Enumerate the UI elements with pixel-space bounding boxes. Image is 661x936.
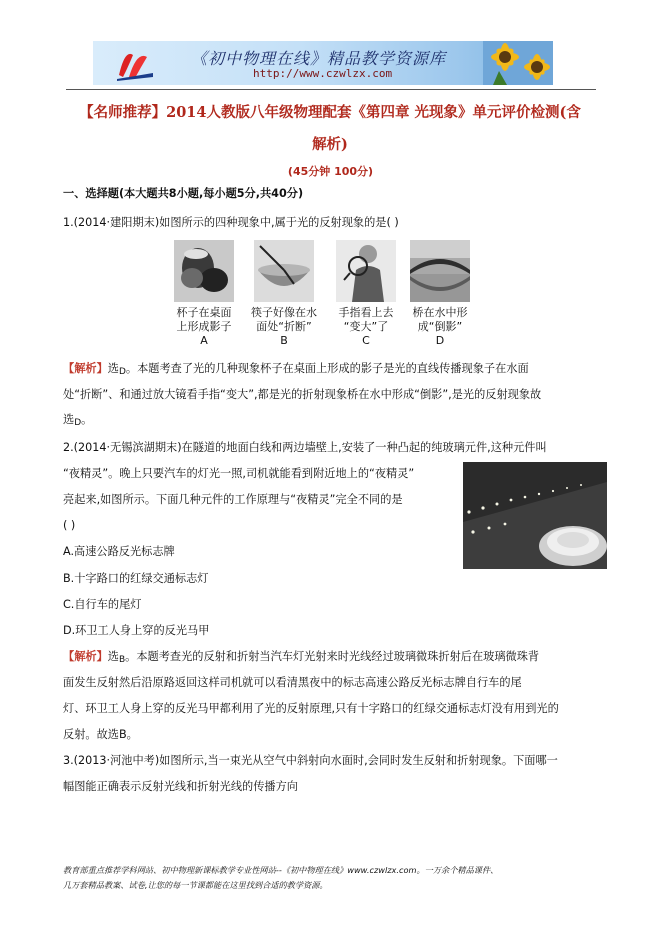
analysis-text: 。本题考查了光的几种现象杯子在桌面上形成的影子是光的直线传播现象子在水面: [125, 362, 529, 375]
caption-a-line1: 杯子在桌面: [176, 306, 232, 319]
magnifier-finger-image: [336, 240, 396, 302]
analysis-tag: 【解析】: [63, 362, 108, 375]
q1-analysis-line2: 处“折断”、和通过放大镜看手指“变大”,都是光的折射现象桥在水中形成“倒影”,是光的反射现象故: [63, 388, 542, 401]
caption-c-line2: “变大”了: [343, 320, 389, 333]
q2-option-b: B.十字路口的红绿交通标志灯: [63, 572, 209, 585]
caption-b-letter: B: [280, 334, 288, 347]
q2-analysis-line1: [63, 650, 539, 667]
page-title-cont: 解析): [312, 136, 348, 153]
q2-stem-line4: ( ): [63, 519, 76, 532]
caption-c-letter: C: [362, 334, 370, 347]
site-logo-icon: [115, 45, 155, 81]
q1-stem: 1.(2014·建阳期末)如图所示的四种现象中,属于光的反射现象的是( ): [63, 216, 399, 229]
q1-analysis-line3: [63, 413, 92, 430]
caption-d-line1: 桥在水中形: [412, 306, 468, 319]
caption-c-line1: 手指看上去: [338, 306, 394, 319]
caption-b-line2: 面处“折断”: [256, 320, 312, 333]
analysis-text: 选: [63, 413, 75, 426]
chopsticks-bowl-image: [254, 240, 314, 302]
site-banner: [93, 41, 553, 85]
caption-d-letter: D: [435, 334, 445, 347]
q3-stem-line1: 3.(2013·河池中考)如图所示,当一束光从空气中斜射向水面时,会同时发生反射和折射现象。下面哪一: [63, 754, 558, 767]
answer-letter: B: [118, 655, 126, 665]
analysis-text: 选: [107, 650, 119, 663]
page-title: 【名师推荐】2014人教版八年级物理配套《第四章 光现象》单元评价检测(含: [79, 104, 581, 121]
caption-a-letter: A: [200, 334, 208, 347]
q2-analysis-line2: 面发生反射然后沿原路返回这样司机就可以看清黑夜中的标志高速公路反光标志牌自行车的尾: [63, 676, 522, 689]
q3-stem-line2: 幅图能正确表示反射光线和折射光线的传播方向: [63, 780, 298, 793]
footer-line1: 教育部重点推荐学科网站、初中物理新课标教学专业性网站--《初中物理在线》www.czwlzx.com。一万余个精品课件、: [63, 865, 499, 875]
q1-analysis-line1: [63, 362, 529, 379]
banner-title: 《初中物理在线》精品教学资源库: [191, 49, 447, 68]
sunflower-icon: [483, 41, 553, 85]
analysis-text: 。本题考查光的反射和折射当汽车灯光射来时光线经过玻璃微珠折射后在玻璃微珠背: [125, 650, 540, 663]
caption-b-line1: 筷子好像在水: [251, 306, 317, 319]
caption-a-line2: 上形成影子: [176, 320, 232, 333]
q2-stem-line3: 亮起来,如图所示。下面几种元件的工作原理与“夜精灵”完全不同的是: [63, 493, 403, 506]
bridge-reflection-image: [410, 240, 470, 302]
q2-analysis-line4: 反射。故选B。: [63, 728, 138, 741]
q2-stem-line2: “夜精灵”。晚上只要汽车的灯光一照,司机就能看到附近地上的“夜精灵”: [63, 467, 415, 480]
banner-url[interactable]: http://www.czwlzx.com: [253, 67, 393, 80]
night-road-image: [463, 462, 607, 569]
cup-shadow-image: [174, 240, 234, 302]
q2-option-d: D.环卫工人身上穿的反光马甲: [63, 624, 210, 637]
analysis-text: 选: [107, 362, 119, 375]
analysis-tag: 【解析】: [63, 650, 108, 663]
q2-stem-line1: 2.(2014·无锡滨湖期末)在隧道的地面白线和两边墙壁上,安装了一种凸起的纯玻璃元件,这种元件叫: [63, 441, 547, 454]
q2-option-a: A.高速公路反光标志牌: [63, 545, 175, 558]
section-heading: 一、选择题(本大题共8小题,每小题5分,共40分): [63, 187, 304, 200]
header-rule: [66, 89, 596, 90]
answer-letter: D: [118, 367, 126, 377]
caption-d-line2: 成“倒影”: [417, 320, 463, 333]
q2-option-c: C.自行车的尾灯: [63, 598, 142, 611]
q2-analysis-line3: 灯、环卫工人身上穿的反光马甲都利用了光的反射原理,只有十字路口的红绿交通标志灯没有用到光的: [63, 702, 559, 715]
page-subtitle: (45分钟 100分): [287, 165, 374, 178]
footer-line2: 几万套精品教案、试卷,让您的每一节课都能在这里找到合适的教学资源。: [63, 880, 328, 890]
answer-letter: D: [74, 418, 82, 428]
analysis-text: 。: [81, 413, 93, 426]
